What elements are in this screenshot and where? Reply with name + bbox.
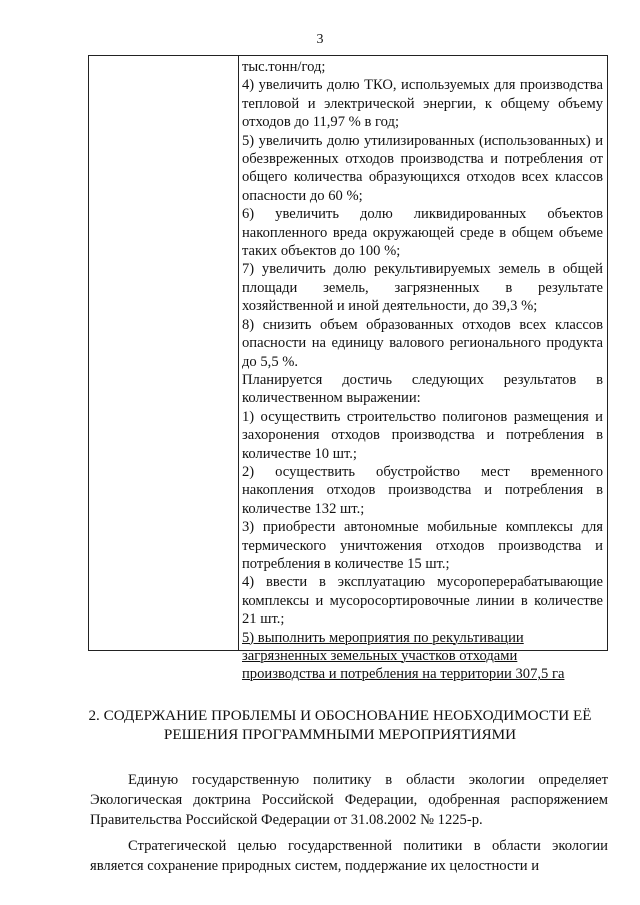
cell-paragraph: 4) увеличить долю ТКО, используемых для производства тепловой и электрической энергии, к общему объему отходов до 11,97 % в год; <box>242 77 603 131</box>
cell-paragraph: тыс.тонн/год; <box>242 59 326 75</box>
cell-paragraph: 5) увеличить долю утилизированных (использованных) и обезвреженных отходов производства и потребления от общего количества образующихся отходов всех классов опасности до 60 %; <box>242 132 603 204</box>
cell-paragraph: Планируется достичь следующих результатов в количественном выражении: <box>242 371 603 407</box>
cell-paragraph: 5) выполнить мероприятия по рекультивации загрязненных земельных участков отходами производства и потребления на территории 307,5 га <box>242 629 565 683</box>
paragraph-text: Стратегической целью государственной политики в области экологии является сохранение природных систем, поддержание их целостности и <box>90 838 608 874</box>
table-column-divider <box>238 56 239 650</box>
cell-paragraph: 2) осуществить обустройство мест временного накопления отходов производства и потребления в количестве 132 шт.; <box>242 463 603 517</box>
cell-paragraph: 3) приобрести автономные мобильные комплексы для термического уничтожения отходов производства и потребления в количестве 15 шт.; <box>242 519 603 572</box>
cell-paragraph: 8) снизить объем образованных отходов всех классов опасности на единицу валового регионального продукта до 5,5 %. <box>242 316 603 370</box>
cell-paragraph: 6) увеличить долю ликвидированных объектов накопленного вреда окружающей среде в общем объеме таких объектов до 100 %; <box>242 206 603 260</box>
body-paragraph <box>90 836 608 876</box>
program-table <box>88 55 608 683</box>
cell-paragraph: 1) осуществить строительство полигонов размещения и захоронения отходов производства и потребления в количестве 10 шт.; <box>242 408 603 462</box>
page-number: 3 <box>316 32 324 47</box>
cell-paragraph: 7) увеличить долю рекультивируемых земель в общей площади земель, загрязненных в результате хозяйственной и иной деятельности, до 39,3 %; <box>242 261 603 315</box>
body-paragraph <box>90 770 608 830</box>
cell-paragraph: 4) ввести в эксплуатацию мусороперерабатывающие комплексы и мусоросортировочные линии в количестве 21 шт.; <box>242 574 603 628</box>
section-title: 2. СОДЕРЖАНИЕ ПРОБЛЕМЫ И ОБОСНОВАНИЕ НЕОБХОДИМОСТИ ЕЁ РЕШЕНИЯ ПРОГРАММНЫМИ МЕРОПРИЯТИЯМИ <box>88 707 592 743</box>
table-right-cell <box>242 58 603 684</box>
paragraph-text: Единую государственную политику в области экологии определяет Экологическая доктрина Российской Федерации, одобренная распоряжением Правительства Российской Федерации от 31.08.2002 № 1225-р. <box>90 772 608 828</box>
